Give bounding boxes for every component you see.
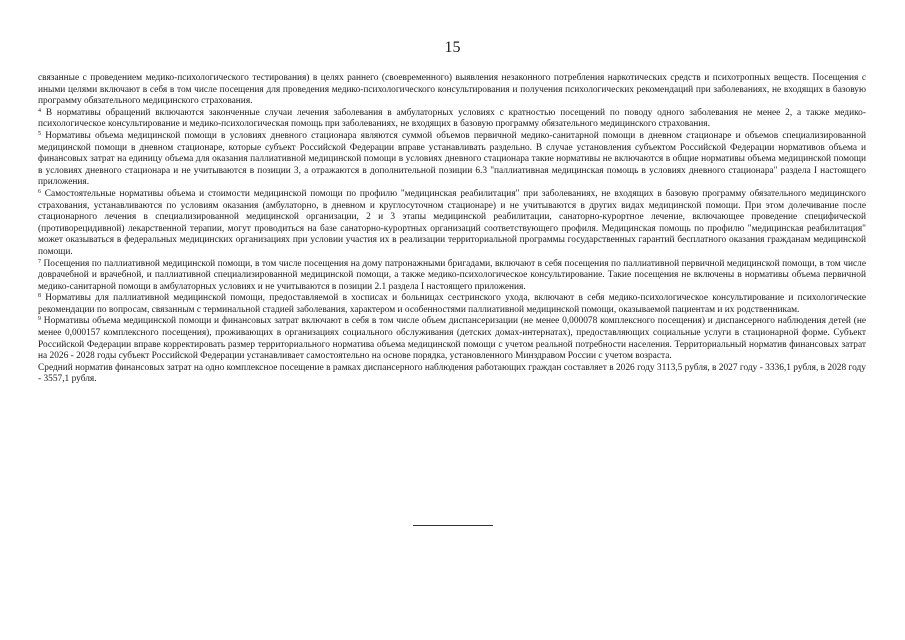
paragraph-text: связанные с проведением медико-психологического тестирования) в целях раннего (своевременного) выявления незаконного потребления наркотических средств и психотропных веществ. Посещения с иными целями включают в себя в том числе посещения для проведения медико-психологического консультирования и получения психологических рекомендаций при заболеваниях, не входящих в базовую программу обязательного медицинского страхования. (38, 73, 866, 107)
paragraph-continuation (38, 73, 866, 108)
footnote-text: Самостоятельные нормативы объема и стоимости медицинской помощи по профилю "медицинская реабилитация" при заболеваниях, не входящих в базовую программу обязательного медицинского страхования, устанавливаются по условиям оказания (амбулаторно, в дневном и круглосуточном стационаре) и не учитываются в других видах медицинской помощи. При этом долечивание после стационарного лечения в специализированной медицинской организации, 2 и 3 этапы медицинской реабилитации, санаторно-курортное лечение, включающее проведение специфической (противорецидивной) лекарственной терапии, могут проводиться на базе санаторно-курортных организаций соответствующего профиля. Медицинская помощь по профилю "медицинская реабилитация" может оказываться в федеральных медицинских организациях при условии участия их в реализации территориальной программы государственных гарантий бесплатного оказания гражданам медицинской помощи. (38, 188, 866, 257)
footnote-5 (38, 131, 866, 189)
page-number: 15 (444, 39, 461, 56)
footnote-marker: 7 (38, 258, 41, 265)
end-separator-line (413, 525, 493, 526)
footnote-text: Посещения по паллиативной медицинской помощи, в том числе посещения на дому патронажными бригадами, включают в себя посещения по паллиативной первичной медицинской помощи, в том числе доврачебной и врачебной, и паллиативной специализированной медицинской помощи, а также медико-психологическое консультирование. Такие посещения не включены в нормативы объема первичной медико-санитарной помощи в амбулаторных условиях и не учитываются в позиции 2.1 раздела I настоящего приложения. (38, 258, 866, 292)
footnote-marker: 8 (38, 293, 41, 300)
footnote-6 (38, 189, 866, 259)
footnote-text: Нормативы объема медицинской помощи в условиях дневного стационара являются суммой объемов первичной медико-санитарной помощи в дневном стационаре и объемов специализированной медицинской помощи в дневном стационаре, которые субъект Российской Федерации вправе устанавливать раздельно. В случае установления субъектом Российской Федерации нормативов объема и финансовых затрат на единицу объема для оказания паллиативной медицинской помощи в условиях дневного стационара такие нормативы не включаются в общие нормативы объема медицинской помощи в условиях дневного стационара и не учитываются в позиции 3, а отражаются в дополнительной позиции 6.3 "паллиативная медицинская помощь в условиях дневного стационара" раздела I настоящего приложения. (38, 130, 866, 188)
footnote-9 (38, 316, 866, 362)
footnotes-body (38, 73, 866, 386)
footnote-marker: 4 (38, 107, 41, 114)
footnote-7 (38, 259, 866, 294)
footnote-text: В нормативы обращений включаются законченные случаи лечения заболевания в амбулаторных условиях с кратностью посещений по поводу одного заболевания не менее 2, а также медико-психологическое консультирование и медико-психологическая помощь при заболеваниях, не входящих в базовую программу обязательного медицинского страхования. (38, 107, 866, 130)
footnote-marker: 5 (38, 130, 41, 137)
footnote-text: Нормативы для паллиативной медицинской помощи, предоставляемой в хосписах и больницах сестринского ухода, включают в себя медико-психологическое консультирование и психологические рекомендации по вопросам, связанным с терминальной стадией заболевания, характером и особенностями паллиативной медицинской помощи, оказываемой пациентам и их родственникам. (38, 293, 866, 315)
paragraph-text: Средний норматив финансовых затрат на одно комплексное посещение в рамках диспансерного наблюдения работающих граждан составляет в 2026 году 3113,5 рубля, в 2027 году - 3336,1 рубля, в 2028 году - 3557,1 рубля. (38, 362, 866, 385)
footnote-marker: 6 (38, 188, 41, 195)
footnote-8 (38, 293, 866, 316)
footnote-marker: 9 (38, 316, 41, 323)
paragraph-average-cost (38, 363, 866, 386)
footnote-4 (38, 108, 866, 131)
footnote-text: Нормативы объема медицинской помощи и финансовых затрат включают в себя в том числе объем диспансеризации (не менее 0,000078 комплексного посещения) и диспансерного наблюдения детей (не менее 0,000157 комплексного посещения), проживающих в организациях социального обслуживания (детских домах-интернатах), предоставляющих социальные услуги в стационарной форме. Субъект Российской Федерации вправе корректировать размер территориального норматива объема медицинской помощи с учетом реальной потребности населения. Территориальный норматив финансовых затрат на 2026 - 2028 годы субъект Российской Федерации устанавливает самостоятельно на основе порядка, установленного Минздравом России с учетом возраста. (38, 316, 866, 362)
